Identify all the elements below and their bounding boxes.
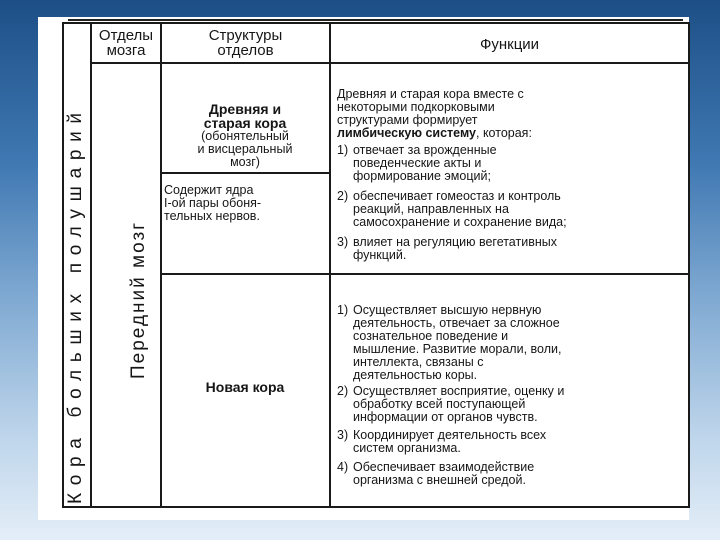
item-line: Осуществляет восприятие, оценку и bbox=[353, 384, 565, 398]
item-text bbox=[353, 144, 687, 183]
old-cortex-note-line: I-ой пары обоня- bbox=[164, 196, 262, 210]
item-text bbox=[353, 236, 687, 262]
intro-line bbox=[337, 127, 687, 140]
intro-tail: , которая: bbox=[476, 126, 532, 140]
old-cortex-functions-intro bbox=[337, 88, 687, 140]
intro-line: Древняя и старая кора вместе с bbox=[337, 87, 524, 101]
item-text bbox=[353, 385, 687, 424]
old-function-item-3 bbox=[337, 236, 687, 262]
item-number: 2) bbox=[337, 189, 349, 203]
item-line: информации от органов чувств. bbox=[353, 410, 538, 424]
item-line: влияет на регуляцию вегетативных bbox=[353, 235, 557, 249]
column-divider bbox=[90, 24, 92, 506]
item-text bbox=[353, 429, 687, 455]
item-line: деятельность, отвечает за сложное bbox=[353, 316, 560, 330]
item-line: сознательное поведение и bbox=[353, 329, 509, 343]
intro-line: некоторыми подкорковыми bbox=[337, 100, 495, 114]
cell-divider bbox=[160, 172, 329, 174]
item-number: 3) bbox=[337, 235, 349, 249]
new-cortex-title: Новая кора bbox=[205, 379, 285, 395]
item-number: 1) bbox=[337, 143, 349, 157]
header-divisions-line: Отделы bbox=[98, 27, 154, 44]
item-line: Осуществляет высшую нервную bbox=[353, 303, 542, 317]
top-rule bbox=[68, 19, 683, 21]
item-line: поведенческие акты и bbox=[353, 156, 482, 170]
item-text bbox=[353, 190, 687, 229]
item-line: обработку всей поступающей bbox=[353, 397, 526, 411]
new-function-item-3 bbox=[337, 429, 687, 455]
item-number: 2) bbox=[337, 384, 349, 398]
new-function-item-2 bbox=[337, 385, 687, 424]
header-structures bbox=[162, 28, 329, 58]
item-line: Обеспечивает взаимодействие bbox=[353, 460, 535, 474]
item-number: 1) bbox=[337, 303, 349, 317]
item-line: Координирует деятельность всех bbox=[353, 428, 547, 442]
item-number: 4) bbox=[337, 460, 349, 474]
old-cortex-structure bbox=[164, 102, 326, 169]
header-divisions bbox=[92, 28, 160, 58]
old-cortex-subtitle-line: мозг) bbox=[230, 155, 260, 169]
item-line: мышление. Развитие морали, воли, bbox=[353, 342, 562, 356]
header-divider bbox=[90, 62, 688, 64]
item-line: обеспечивает гомеостаз и контроль bbox=[353, 189, 561, 203]
header-structures-line: Структуры bbox=[208, 27, 283, 44]
old-cortex-title-line: старая кора bbox=[203, 115, 287, 131]
header-divisions-line: мозга bbox=[106, 42, 146, 59]
new-function-item-4 bbox=[337, 461, 687, 487]
row-divider bbox=[160, 273, 688, 275]
cortex-vertical-label: Кора больших полушарий bbox=[65, 105, 86, 504]
item-line: систем организма. bbox=[353, 441, 461, 455]
column-divider bbox=[329, 24, 331, 506]
item-line: отвечает за врожденные bbox=[353, 143, 497, 157]
old-cortex-note-line: Содержит ядра bbox=[164, 183, 254, 197]
new-function-item-1 bbox=[337, 304, 687, 382]
old-function-item-2 bbox=[337, 190, 687, 229]
item-line: деятельностью коры. bbox=[353, 368, 478, 382]
item-line: интеллекта, связаны с bbox=[353, 355, 484, 369]
old-cortex-subtitle-line: (обонятельный bbox=[201, 129, 289, 143]
item-number: 3) bbox=[337, 428, 349, 442]
item-line: функций. bbox=[353, 248, 407, 262]
item-line: реакций, направленных на bbox=[353, 202, 509, 216]
item-text bbox=[353, 304, 687, 382]
item-line: организма с внешней средой. bbox=[353, 473, 526, 487]
column-divider bbox=[160, 24, 162, 506]
old-cortex-note-line: тельных нервов. bbox=[164, 209, 260, 223]
old-function-item-1 bbox=[337, 144, 687, 183]
old-cortex-title-line: Древняя и bbox=[208, 101, 282, 117]
intro-line: структурами формирует bbox=[337, 113, 478, 127]
limbic-system-term: лимбическую систему bbox=[337, 126, 476, 140]
item-line: формирование эмоций; bbox=[353, 169, 491, 183]
old-cortex-note bbox=[164, 184, 326, 223]
header-functions: Функции bbox=[479, 36, 540, 53]
forebrain-vertical-label: Передний мозг bbox=[128, 220, 149, 379]
brain-divisions-table bbox=[62, 22, 690, 508]
item-text bbox=[353, 461, 687, 487]
document-sheet bbox=[38, 17, 689, 520]
header-structures-line: отделов bbox=[217, 42, 274, 59]
item-line: самосохранение и сохранение вида; bbox=[353, 215, 567, 229]
old-cortex-subtitle-line: и висцеральный bbox=[197, 142, 293, 156]
